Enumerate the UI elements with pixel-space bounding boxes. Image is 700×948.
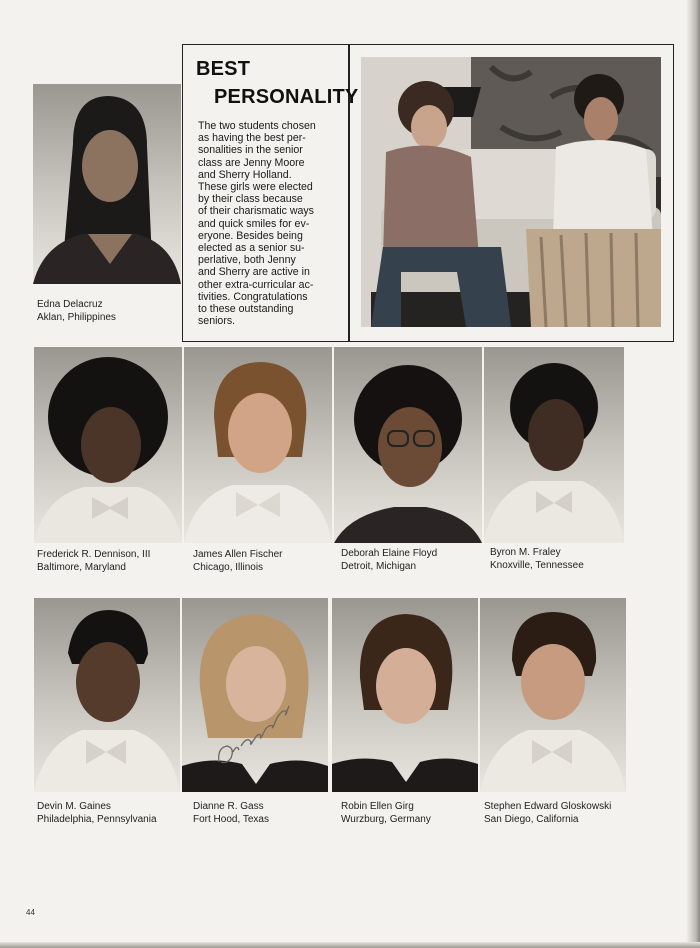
student-name: Devin M. Gaines <box>37 801 111 812</box>
feature-body-line: other extra-curricular ac- <box>198 278 314 291</box>
feature-body-line: and Sherry Holland. <box>198 168 292 181</box>
student-name: Deborah Elaine Floyd <box>341 548 438 559</box>
portrait-frederick-dennison <box>34 347 182 543</box>
student-hometown: Knoxville, Tennessee <box>490 560 584 571</box>
feature-body-line: The two students chosen <box>198 120 316 132</box>
student-caption-byron <box>490 546 584 572</box>
feature-body-line: and quick smiles for ev- <box>198 217 310 230</box>
feature-title-line2: PERSONALITY <box>214 86 359 108</box>
portrait-stephen-gloskowski <box>480 598 626 792</box>
student-name: Robin Ellen Girg <box>341 801 414 812</box>
feature-body-line: eryone. Besides being <box>198 229 303 242</box>
student-hometown: Baltimore, Maryland <box>37 562 126 573</box>
student-hometown: Detroit, Michigan <box>341 561 417 572</box>
feature-photo <box>361 57 661 327</box>
portrait-figure <box>34 347 182 543</box>
feature-body-line: class are Jenny Moore <box>198 156 305 169</box>
student-name: Frederick R. Dennison, III <box>37 549 151 560</box>
feature-body-line: to these outstanding <box>198 303 294 316</box>
student-caption-james <box>193 548 282 574</box>
portrait-edna-delacruz <box>33 84 181 284</box>
portrait-figure <box>480 598 626 792</box>
feature-body-line: and Sherry are active in <box>198 266 310 279</box>
portrait-figure <box>34 598 180 792</box>
page-number: 44 <box>26 908 35 917</box>
student-hometown: Philadelphia, Pennsylvania <box>37 814 157 825</box>
portrait-figure <box>334 347 482 543</box>
portrait-james-fischer <box>184 347 332 543</box>
feature-body-line: tivities. Congratulations <box>198 290 308 303</box>
feature-body-line: seniors. <box>198 315 236 328</box>
student-caption-frederick <box>37 548 150 574</box>
feature-photo-scene <box>361 57 661 327</box>
feature-body-line: of their charismatic ways <box>198 205 314 218</box>
student-name: Stephen Edward Gloskowski <box>484 801 612 812</box>
portrait-figure <box>332 598 478 792</box>
student-name: James Allen Fischer <box>193 549 283 560</box>
student-caption-dianne <box>193 800 269 826</box>
feature-body-line: These girls were elected <box>198 181 313 194</box>
portrait-byron-fraley <box>484 347 624 543</box>
student-caption-stephen <box>484 800 611 826</box>
feature-body-line: by their class because <box>198 193 303 206</box>
student-hometown: Wurzburg, Germany <box>341 814 431 825</box>
student-caption-devin <box>37 800 157 826</box>
feature-body-line: perlative, both Jenny <box>198 254 296 267</box>
student-name: Byron M. Fraley <box>490 547 561 558</box>
student-hometown: Chicago, Illinois <box>193 562 264 573</box>
student-caption-robin <box>341 800 431 826</box>
portrait-devin-gaines <box>34 598 180 792</box>
portrait-figure <box>484 347 624 543</box>
page-binding-shadow <box>686 0 700 948</box>
student-caption-edna <box>37 298 116 324</box>
feature-body-line: as having the best per- <box>198 132 306 145</box>
portrait-robin-girg <box>332 598 478 792</box>
student-hometown: Aklan, Philippines <box>37 312 116 323</box>
student-name: Edna Delacruz <box>37 299 103 310</box>
handwritten-signature <box>213 688 293 768</box>
portrait-deborah-floyd <box>334 347 482 543</box>
student-caption-deborah <box>341 547 437 573</box>
portrait-figure <box>184 347 332 543</box>
student-hometown: San Diego, California <box>484 814 579 825</box>
portrait-figure <box>33 84 181 284</box>
student-name: Dianne R. Gass <box>193 801 264 812</box>
feature-body-line: elected as a senior su- <box>198 242 305 255</box>
feature-body-line: sonalities in the senior <box>198 144 303 157</box>
student-hometown: Fort Hood, Texas <box>193 814 269 825</box>
page-bottom-edge <box>0 942 700 948</box>
feature-body-text <box>198 120 344 327</box>
feature-title-line1: BEST <box>196 58 251 80</box>
